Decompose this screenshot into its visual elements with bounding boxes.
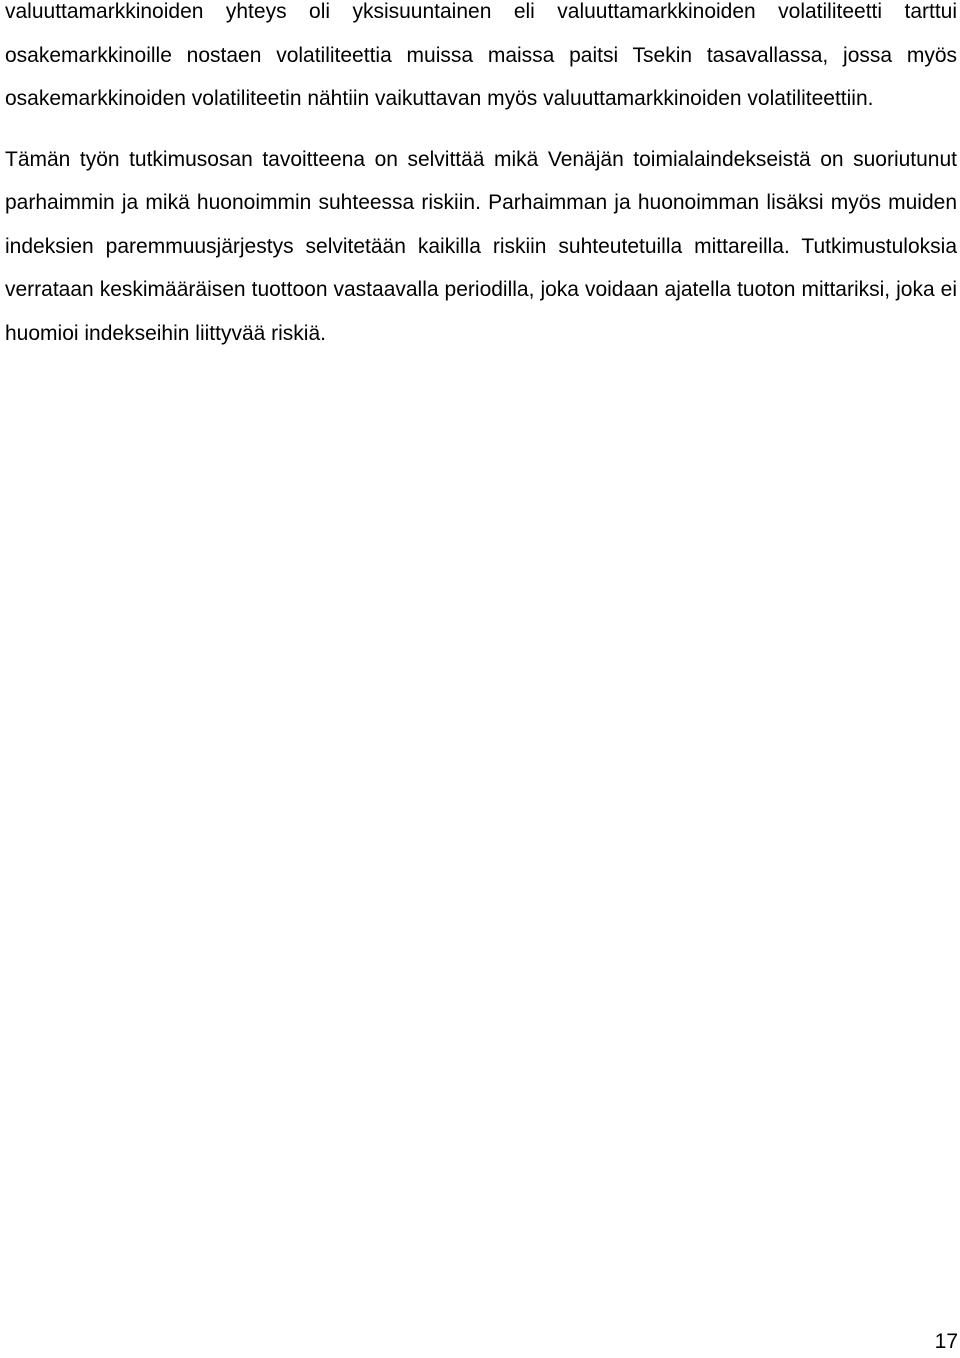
page-number: 17 bbox=[934, 1330, 958, 1353]
document-body bbox=[5, 0, 957, 355]
body-paragraph-2: Tämän työn tutkimusosan tavoitteena on selvittää mikä Venäjän toimialaindekseistä on suoriutunut parhaimmin ja mikä huonoimmin suhteessa riskiin. Parhaimman ja huonoimman lisäksi myös muiden indeksien paremmuusjärjestys selvitetään kaikilla riskiin suhteutetuilla mittareilla. Tutkimustuloksia verrataan keskimääräisen tuottoon vastaavalla periodilla, joka voidaan ajatella tuoton mittariksi, joka ei huomioi indekseihin liittyvää riskiä. bbox=[5, 147, 957, 345]
body-paragraph-1: valuuttamarkkinoiden yhteys oli yksisuuntainen eli valuuttamarkkinoiden volatiliteetti tarttui osakemarkkinoille nostaen volatiliteettia muissa maissa paitsi Tsekin tasavallassa, jossa myös osakemarkkinoiden volatiliteetin nähtiin vaikuttavan myös valuuttamarkkinoiden volatiliteettiin. bbox=[5, 0, 957, 110]
